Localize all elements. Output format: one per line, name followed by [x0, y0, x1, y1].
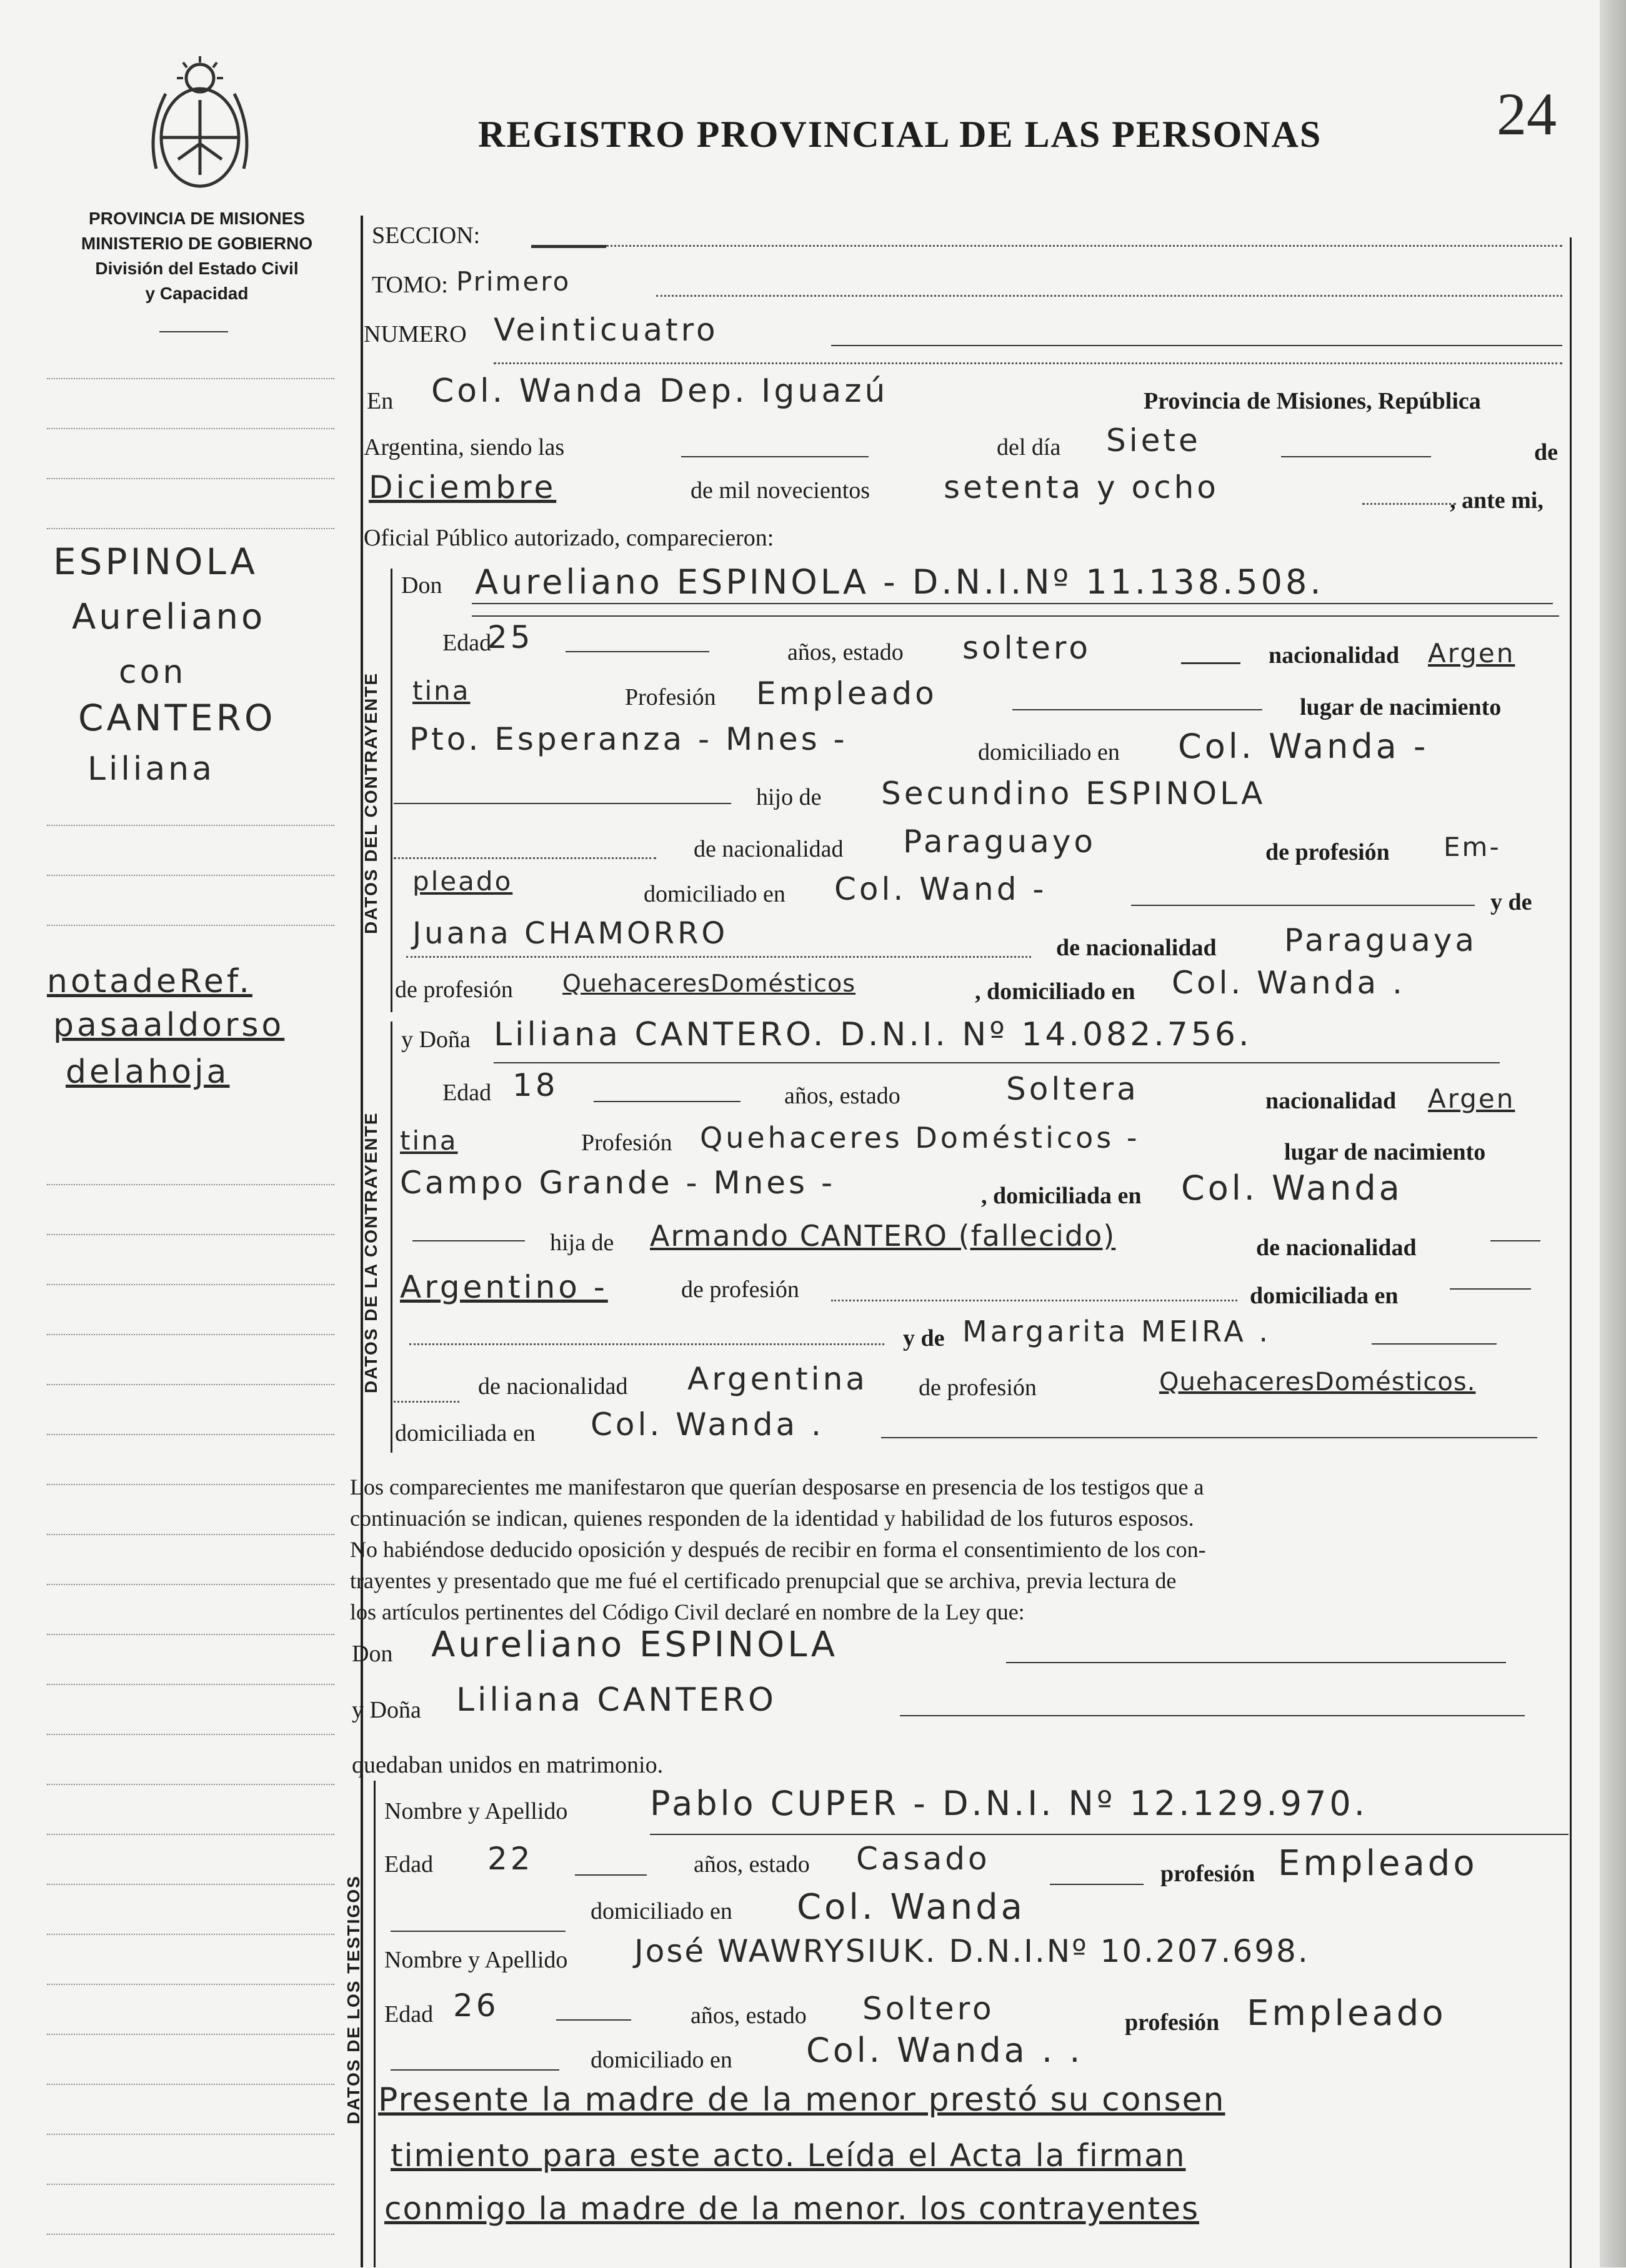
bride-father-nac-line — [1490, 1240, 1540, 1241]
bride-mother-profesion: QuehaceresDomésticos. — [1159, 1368, 1476, 1396]
tomo-value: Primero — [456, 266, 571, 297]
numero-fill — [494, 362, 1562, 364]
bride-estado-label: años, estado — [784, 1083, 900, 1109]
margin-ref-note-3: delahoja — [66, 1053, 230, 1091]
margin-ref-note-1: notadeRef. — [47, 963, 252, 1000]
t2-edad: 26 — [453, 1987, 499, 2024]
margin-rule — [47, 925, 334, 926]
groom-domicilio: Col. Wanda - — [1178, 727, 1429, 766]
t1-estado-label: años, estado — [694, 1851, 810, 1878]
groom-edad-label: Edad — [442, 630, 492, 656]
t1-edad-label: Edad — [384, 1851, 434, 1878]
t2-domicilio: Col. Wanda . . — [806, 2031, 1084, 2070]
groom-father: Secundino ESPINOLA — [881, 775, 1266, 812]
groom-mother-profesion: QuehaceresDomésticos — [562, 970, 856, 997]
groom-mother-nac-label: de nacionalidad — [1056, 935, 1217, 961]
mil-text: de mil novecientos — [691, 477, 870, 504]
groom-father-nac-pre — [394, 857, 656, 859]
decl-dona-line — [900, 1715, 1525, 1716]
margin-rule — [47, 1734, 334, 1735]
groom-mother-nacionalidad: Paraguaya — [1284, 922, 1478, 958]
margin-rule — [47, 825, 334, 826]
seccion-dash — [531, 245, 606, 248]
t2-nombre-label: Nombre y Apellido — [384, 1947, 568, 1973]
bride-mother-domicilio: Col. Wanda . — [591, 1406, 824, 1443]
seccion-fill — [606, 245, 1562, 247]
declaration-line-4: trayentes y presentado que me fué el certificado prenupcial que se archiva, previa lectura de — [350, 1568, 1177, 1593]
argentina-text: Argentina, siendo las — [364, 434, 565, 460]
tomo-fill — [656, 295, 1562, 297]
t2-dom-pre-line — [391, 2069, 559, 2071]
groom-estado-line — [1181, 662, 1240, 664]
bride-hija-pre-line — [412, 1240, 525, 1241]
margin-name-bride: Liliana — [87, 750, 215, 788]
dia-line — [1281, 456, 1431, 457]
bride-father-dom-label: domiciliada en — [1250, 1283, 1399, 1309]
bride-father-nacionalidad: Argentino - — [400, 1269, 608, 1305]
bride-mother-nac-pre — [394, 1401, 459, 1403]
margin-rule — [47, 1334, 334, 1335]
margin-name-groom: Aureliano — [72, 597, 266, 637]
t1-edad: 22 — [487, 1841, 534, 1877]
t2-estado: Soltero — [862, 1991, 995, 2027]
groom-father-domicilio: Col. Wand - — [834, 871, 1047, 907]
bride-edad-label: Edad — [442, 1080, 492, 1106]
bride-father-nac-label: de nacionalidad — [1256, 1235, 1417, 1261]
margin-rule — [47, 1584, 334, 1585]
declaration-line-3: No habiéndose deducido oposición y después de recibir en forma el consentimiento de los con- — [350, 1537, 1206, 1562]
page-binding-edge — [1600, 0, 1626, 2267]
don-label: Don — [401, 572, 442, 599]
bride-name: Liliana CANTERO. D.N.I. Nº 14.082.756. — [494, 1016, 1252, 1053]
agency-block — [47, 206, 347, 306]
t2-estado-label: años, estado — [691, 2002, 807, 2029]
ante-mi-text: , ante mi, — [1450, 487, 1544, 514]
groom-mother: Juana CHAMORRO — [412, 916, 729, 951]
seccion-label: SECCION: — [372, 222, 481, 249]
margin-rule — [47, 1634, 334, 1635]
margin-rule — [47, 2234, 334, 2235]
margin-rule — [47, 1234, 334, 1235]
groom-profesion: Empleado — [756, 675, 937, 712]
groom-estado: soltero — [962, 630, 1091, 666]
margin-rule — [47, 2134, 334, 2135]
groom-father-dom-line — [1131, 905, 1475, 906]
t1-nombre-label: Nombre y Apellido — [384, 1798, 568, 1824]
margin-con: con — [119, 654, 187, 691]
note-line-2: timiento para este acto. Leída el Acta la firman — [391, 2137, 1186, 2174]
margin-rule — [47, 1284, 334, 1285]
t2-edad-line — [556, 2019, 631, 2021]
margin-rule — [47, 2034, 334, 2035]
margin-rule — [47, 428, 334, 429]
groom-hijo-pre-line — [394, 803, 731, 804]
en-label: En — [367, 388, 394, 414]
t2-profesion-label: profesión — [1125, 2009, 1220, 2036]
agency-divider — [159, 331, 228, 332]
margin-rule — [47, 1684, 334, 1685]
groom-estado-label: años, estado — [787, 639, 904, 665]
groom-mother-prof-label: de profesión — [395, 977, 513, 1003]
t2-domiciliado-label: domiciliado en — [591, 2047, 732, 2073]
bride-name-line — [494, 1062, 1500, 1063]
margin-rule — [47, 378, 334, 379]
numero-line — [831, 345, 1562, 346]
bride-domiciliada-label: , domiciliada en — [981, 1183, 1142, 1209]
lugar-value: Col. Wanda Dep. Iguazú — [431, 372, 889, 410]
contrayenta-side-label: DATOS DE LA CONTRAYENTE — [361, 1112, 381, 1393]
groom-name: Aureliano ESPINOLA - D.N.I.Nº 11.138.508. — [475, 562, 1324, 602]
bride-nacionalidad-label: nacionalidad — [1265, 1088, 1397, 1114]
bride-domicilio: Col. Wanda — [1181, 1168, 1403, 1208]
bride-profesion-label: Profesión — [581, 1130, 672, 1156]
provincia-text: Provincia de Misiones, República — [1144, 388, 1481, 414]
decl-closing: quedaban unidos en matrimonio. — [352, 1752, 664, 1778]
t2-profesion: Empleado — [1247, 1993, 1447, 2034]
margin-rule — [47, 1834, 334, 1835]
groom-name-line — [472, 603, 1553, 604]
t1-domiciliado-label: domiciliado en — [591, 1898, 732, 1924]
declaration-line-2: continuación se indican, quienes responden de la identidad y habilidad de los futuros esposos. — [350, 1506, 1194, 1531]
groom-nacionalidad-a: Argen — [1428, 638, 1515, 669]
margin-rule — [47, 1884, 334, 1885]
registry-title: REGISTRO PROVINCIAL DE LAS PERSONAS — [478, 114, 1322, 155]
contrayenta-bracket — [391, 1022, 392, 1453]
bride-father: Armando CANTERO (fallecido) — [650, 1219, 1116, 1253]
bride-y-de-label: y de — [903, 1325, 945, 1351]
bride-mother-line — [1372, 1343, 1497, 1345]
margin-rule — [47, 1784, 334, 1785]
margin-rule — [47, 1984, 334, 1985]
bride-nacionalidad-b: tina — [400, 1125, 458, 1156]
dona-label: y Doña — [401, 1027, 471, 1053]
t1-name: Pablo CUPER - D.N.I. Nº 12.129.970. — [650, 1784, 1368, 1823]
tomo-label: TOMO: — [372, 272, 448, 298]
t1-dom-pre-line — [391, 1931, 566, 1932]
margin-rule — [47, 478, 334, 479]
t1-profesion: Empleado — [1278, 1843, 1478, 1884]
groom-edad-line — [566, 651, 709, 652]
contrayente-bracket — [391, 569, 392, 1012]
t2-edad-label: Edad — [384, 2001, 434, 2027]
groom-lugar-nac: Pto. Esperanza - Mnes - — [409, 721, 848, 757]
bride-mother: Margarita MEIRA . — [962, 1315, 1272, 1348]
bride-mother-prof-label: de profesión — [919, 1375, 1037, 1401]
groom-name-line-2 — [472, 615, 1559, 617]
groom-y-de-label: y de — [1490, 889, 1532, 915]
decl-don-name: Aureliano ESPINOLA — [431, 1624, 839, 1665]
margin-surname-groom: ESPINOLA — [53, 540, 258, 583]
margin-rule — [47, 1484, 334, 1485]
bride-edad: 18 — [512, 1067, 559, 1103]
contrayente-side-label: DATOS DEL CONTRAYENTE — [361, 672, 381, 934]
margin-rule — [47, 1184, 334, 1185]
agency-line-4: y Capacidad — [145, 284, 249, 303]
decl-don-label: Don — [352, 1641, 393, 1667]
bride-estado: Soltera — [1006, 1071, 1139, 1107]
folio-number: 24 — [1497, 81, 1557, 147]
decl-don-line — [1006, 1662, 1506, 1663]
bride-father-prof-line — [831, 1300, 1237, 1301]
margin-rule — [47, 2084, 334, 2085]
bride-profesion: Quehaceres Domésticos - — [700, 1121, 1140, 1155]
coat-of-arms-emblem — [141, 50, 259, 194]
groom-profesion-line — [1012, 709, 1262, 710]
mes-value: Diciembre — [369, 469, 557, 505]
bride-mother-nac-label: de nacionalidad — [478, 1373, 628, 1400]
margin-rule — [47, 875, 334, 876]
t1-profesion-label: profesión — [1160, 1861, 1255, 1887]
bride-lugar-nac: Campo Grande - Mnes - — [400, 1165, 836, 1201]
anio-value: setenta y ocho — [944, 469, 1219, 505]
groom-lugar-nac-label: lugar de nacimiento — [1300, 694, 1502, 720]
t1-estado: Casado — [856, 1841, 990, 1877]
del-dia-label: del día — [997, 434, 1061, 460]
decl-dona-label: y Doña — [352, 1697, 421, 1723]
bride-nacionalidad-a: Argen — [1428, 1083, 1515, 1114]
note-line-1: Presente la madre de la menor prestó su consen — [378, 2081, 1225, 2119]
form-right-border — [1570, 237, 1572, 2268]
margin-rule — [47, 2184, 334, 2185]
bride-mother-dom-label: domiciliada en — [395, 1420, 536, 1446]
declaration-line-5: los artículos pertinentes del Código Civil declaré en nombre de la Ley que: — [350, 1599, 1025, 1624]
margin-ref-note-2: pasaaldorso — [53, 1007, 285, 1044]
agency-line-3: División del Estado Civil — [95, 259, 299, 278]
agency-line-1: PROVINCIA DE MISIONES — [89, 209, 305, 228]
oficial-text: Oficial Público autorizado, comparecieron: — [364, 525, 774, 551]
groom-father-profesion-a: Em- — [1444, 832, 1501, 862]
margin-rule — [47, 528, 334, 529]
testigos-bracket — [374, 1781, 376, 2267]
dia-value: Siete — [1106, 422, 1201, 459]
declaration-line-1: Los comparecientes me manifestaron que querían desposarse en presencia de los testigos que a — [350, 1475, 1204, 1500]
t1-edad-line — [575, 1874, 647, 1876]
hora-line — [681, 456, 869, 457]
groom-nacionalidad-label: nacionalidad — [1269, 642, 1400, 669]
margin-rule — [47, 1534, 334, 1535]
agency-line-2: MINISTERIO DE GOBIERNO — [81, 234, 313, 253]
numero-label: NUMERO — [364, 321, 467, 347]
t2-name: José WAWRYSIUK. D.N.I.Nº 10.207.698. — [634, 1933, 1310, 1969]
t1-estado-line — [1050, 1884, 1144, 1885]
anio-fill — [1362, 503, 1456, 505]
bride-father-dom-line — [1450, 1288, 1531, 1290]
groom-profesion-label: Profesión — [625, 684, 716, 710]
bride-lugar-nac-label: lugar de nacimiento — [1284, 1139, 1486, 1165]
groom-father-prof-label: de profesión — [1265, 839, 1390, 865]
groom-hijo-label: hijo de — [756, 784, 822, 810]
margin-rule — [47, 1434, 334, 1435]
bride-mother-dom-line — [881, 1437, 1537, 1438]
groom-mother-domicilio: Col. Wanda . — [1172, 965, 1405, 1001]
declaration-paragraph — [350, 1471, 1562, 1628]
bride-mother-nacionalidad: Argentina — [687, 1361, 868, 1397]
groom-mother-dom-label: , domiciliado en — [975, 978, 1135, 1005]
note-line-3: conmigo la madre de la menor. los contrayentes — [384, 2191, 1199, 2227]
testigos-side-label: DATOS DE LOS TESTIGOS — [344, 1875, 363, 2124]
groom-father-nac-label: de nacionalidad — [694, 836, 844, 862]
groom-domiciliado-label: domiciliado en — [978, 739, 1120, 765]
bride-hija-label: hija de — [550, 1230, 614, 1256]
groom-father-dom-label: domiciliado en — [644, 881, 786, 907]
t1-domicilio: Col. Wanda — [797, 1887, 1025, 1927]
decl-dona-name: Liliana CANTERO — [456, 1681, 777, 1719]
bride-father-dom-fill — [409, 1343, 884, 1345]
groom-nacionalidad-b: tina — [412, 675, 471, 706]
bride-edad-line — [594, 1101, 741, 1102]
groom-edad: 25 — [487, 619, 534, 655]
groom-father-profesion-b: pleado — [412, 866, 513, 897]
margin-surname-bride: CANTERO — [78, 697, 276, 739]
margin-rule — [47, 1384, 334, 1385]
groom-mother-line — [406, 956, 1031, 958]
de-label: de — [1534, 439, 1558, 465]
t1-name-line — [650, 1834, 1569, 1835]
bride-father-prof-label: de profesión — [681, 1276, 799, 1303]
groom-father-nacionalidad: Paraguayo — [903, 823, 1096, 860]
numero-value: Veinticuatro — [494, 312, 719, 348]
margin-rule — [47, 1934, 334, 1935]
